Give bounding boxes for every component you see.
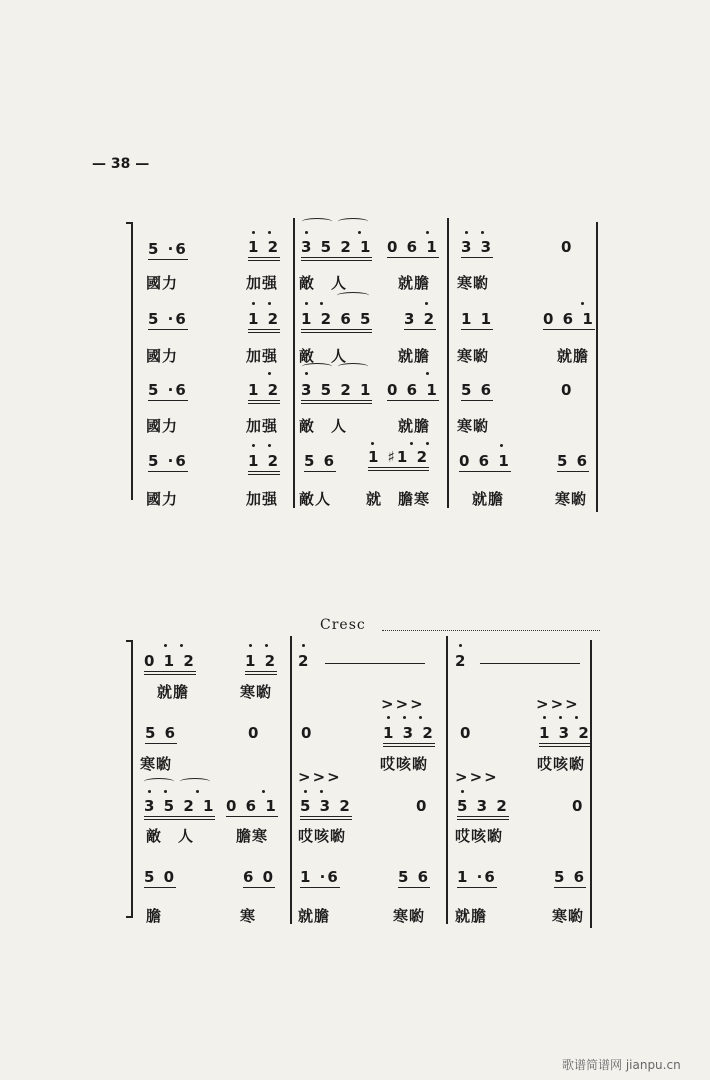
octave-dot [481, 231, 484, 234]
tie-arc [144, 778, 174, 785]
lyric: 寒喲 [140, 755, 173, 773]
octave-dot [575, 716, 578, 719]
note-group: 1 2 [245, 652, 277, 675]
note-group: 1 2 [248, 452, 280, 475]
accent-marks: >>> [381, 695, 425, 713]
note-group: 3 2 [404, 310, 437, 328]
octave-dot [371, 442, 374, 445]
octave-dot [268, 444, 271, 447]
octave-dot [196, 790, 199, 793]
octave-dot [358, 231, 361, 234]
note-group: 1 2 [248, 381, 280, 404]
lyric: 寒喲 [457, 274, 490, 292]
hold-dash [480, 663, 580, 664]
bracket-bottom [126, 916, 132, 918]
note-group: 1 ♯1 2 [368, 448, 429, 471]
accent-marks: >>> [455, 768, 499, 786]
octave-dot [403, 716, 406, 719]
watermark: 歌谱简谱网 jianpu.cn [562, 1058, 681, 1072]
lyric: 寒喲 [457, 417, 490, 435]
octave-dot [148, 790, 151, 793]
note-group: 6 0 [243, 868, 276, 886]
note-group: 5 3 2 [300, 797, 352, 820]
note-group: 0 1 2 [144, 652, 196, 675]
barline [596, 222, 598, 512]
note-group: 0 [248, 724, 261, 742]
note-group: 2 [455, 652, 468, 670]
octave-dot [268, 372, 271, 375]
note-group: 5 6 [398, 868, 431, 886]
tie-arc [338, 218, 368, 225]
lyric: 就膽 [398, 347, 431, 365]
lyric: 敵 人 [299, 347, 348, 365]
lyric: 寒 [240, 907, 257, 925]
accent-marks: >>> [536, 695, 580, 713]
octave-dot [500, 444, 503, 447]
lyric: 國力 [146, 490, 179, 508]
barline [446, 636, 448, 924]
octave-dot [461, 790, 464, 793]
octave-dot [268, 302, 271, 305]
tie-arc [302, 363, 332, 370]
lyric: 就膽 [398, 417, 431, 435]
system-1-left-bracket [131, 222, 133, 500]
note-group: 0 [572, 797, 585, 815]
octave-dot [262, 790, 265, 793]
note-group: 0 6 1 [387, 381, 439, 399]
octave-dot [320, 790, 323, 793]
lyric: 就膽 [557, 347, 590, 365]
note-group: 0 6 1 [226, 797, 278, 815]
lyric: 加强 [246, 274, 279, 292]
note-group: 0 [561, 381, 574, 399]
note-group: 1 3 2 [383, 724, 435, 747]
note-group: 1 ·6 [300, 868, 340, 886]
note-group: 5 6 [145, 724, 178, 742]
tie-arc [337, 292, 369, 299]
note-group: 2 [298, 652, 311, 670]
bracket-top [126, 222, 132, 224]
lyric: 加强 [246, 490, 279, 508]
lyric: 就膽 [472, 490, 505, 508]
system-2-left-bracket [131, 640, 133, 918]
note-group: 0 6 1 [543, 310, 595, 328]
octave-dot [252, 231, 255, 234]
octave-dot [305, 372, 308, 375]
lyric: 哎咳喲 [380, 755, 429, 773]
note-group: 1 3 2 [539, 724, 591, 747]
barline [293, 218, 295, 508]
lyric: 國力 [146, 347, 179, 365]
note-group: 1 2 [248, 310, 280, 333]
octave-dot [320, 302, 323, 305]
octave-dot [581, 302, 584, 305]
note-group: 1 2 6 5 [301, 310, 372, 333]
note-group: 0 [460, 724, 473, 742]
lyric: 寒喲 [555, 490, 588, 508]
note-group: 0 6 1 [387, 238, 439, 256]
note-group: 5 0 [144, 868, 177, 886]
lyric: 寒喲 [457, 347, 490, 365]
lyric: 敵人 [299, 490, 332, 508]
note-group: 5 ·6 [148, 381, 188, 399]
lyric: 寒喲 [393, 907, 426, 925]
octave-dot [410, 442, 413, 445]
note-group: 5 6 [461, 381, 494, 399]
note-group: 1 ·6 [457, 868, 497, 886]
octave-dot [465, 231, 468, 234]
barline [447, 218, 449, 508]
octave-dot [559, 716, 562, 719]
octave-dot [426, 231, 429, 234]
note-group: 3 3 [461, 238, 494, 256]
octave-dot [268, 231, 271, 234]
octave-dot [302, 644, 305, 647]
octave-dot [426, 372, 429, 375]
lyric: 寒喲 [240, 683, 273, 701]
lyric: 國力 [146, 417, 179, 435]
cresc-marking: Cresc [320, 617, 366, 633]
lyric: 就膽 [298, 907, 331, 925]
octave-dot [305, 302, 308, 305]
hold-dash [325, 663, 425, 664]
lyric: 膽 [146, 907, 163, 925]
lyric: 敵 人 [146, 827, 195, 845]
bracket-top [126, 640, 132, 642]
note-group: 0 [561, 238, 574, 256]
accent-marks: >>> [298, 768, 342, 786]
lyric: 國力 [146, 274, 179, 292]
lyric: 加强 [246, 417, 279, 435]
tie-arc [302, 218, 332, 225]
lyric: 就膽 [398, 274, 431, 292]
note-group: 0 [301, 724, 314, 742]
octave-dot [164, 644, 167, 647]
note-group: 3 5 2 1 [301, 381, 372, 404]
lyric: 加强 [246, 347, 279, 365]
lyric: 就 膽寒 [366, 490, 431, 508]
barline [590, 640, 592, 928]
octave-dot [304, 790, 307, 793]
note-group: 3 5 2 1 [144, 797, 215, 820]
page-number: — 38 — [92, 156, 150, 172]
note-group: 1 2 [248, 238, 280, 261]
octave-dot [252, 444, 255, 447]
octave-dot [459, 644, 462, 647]
note-group: 1 1 [461, 310, 494, 328]
lyric: 哎咳喲 [455, 827, 504, 845]
lyric: 哎咳喲 [537, 755, 586, 773]
lyric: 就膽 [455, 907, 488, 925]
note-group: 0 6 1 [459, 452, 511, 470]
note-group: 5 ·6 [148, 240, 188, 258]
note-group: 5 3 2 [457, 797, 509, 820]
lyric: 敵 人 [299, 417, 348, 435]
octave-dot [305, 231, 308, 234]
octave-dot [425, 302, 428, 305]
note-group: 3 5 2 1 [301, 238, 372, 261]
note-group: 5 ·6 [148, 452, 188, 470]
note-group: 5 6 [554, 868, 587, 886]
note-group: 5 6 [557, 452, 590, 470]
octave-dot [249, 644, 252, 647]
lyric: 寒喲 [552, 907, 585, 925]
octave-dot [265, 644, 268, 647]
note-group: 5 6 [304, 452, 337, 470]
lyric: 就膽 [157, 683, 190, 701]
octave-dot [387, 716, 390, 719]
octave-dot [543, 716, 546, 719]
lyric: 哎咳喲 [298, 827, 347, 845]
tie-arc [338, 363, 368, 370]
octave-dot [164, 790, 167, 793]
lyric: 膽寒 [236, 827, 269, 845]
barline [290, 636, 292, 924]
note-group: 5 ·6 [148, 310, 188, 328]
note-group: 0 [416, 797, 429, 815]
tie-arc [180, 778, 210, 785]
lyric: 敵 人 [299, 274, 348, 292]
cresc-dotted-line [382, 630, 600, 631]
octave-dot [252, 302, 255, 305]
octave-dot [426, 442, 429, 445]
octave-dot [180, 644, 183, 647]
octave-dot [419, 716, 422, 719]
